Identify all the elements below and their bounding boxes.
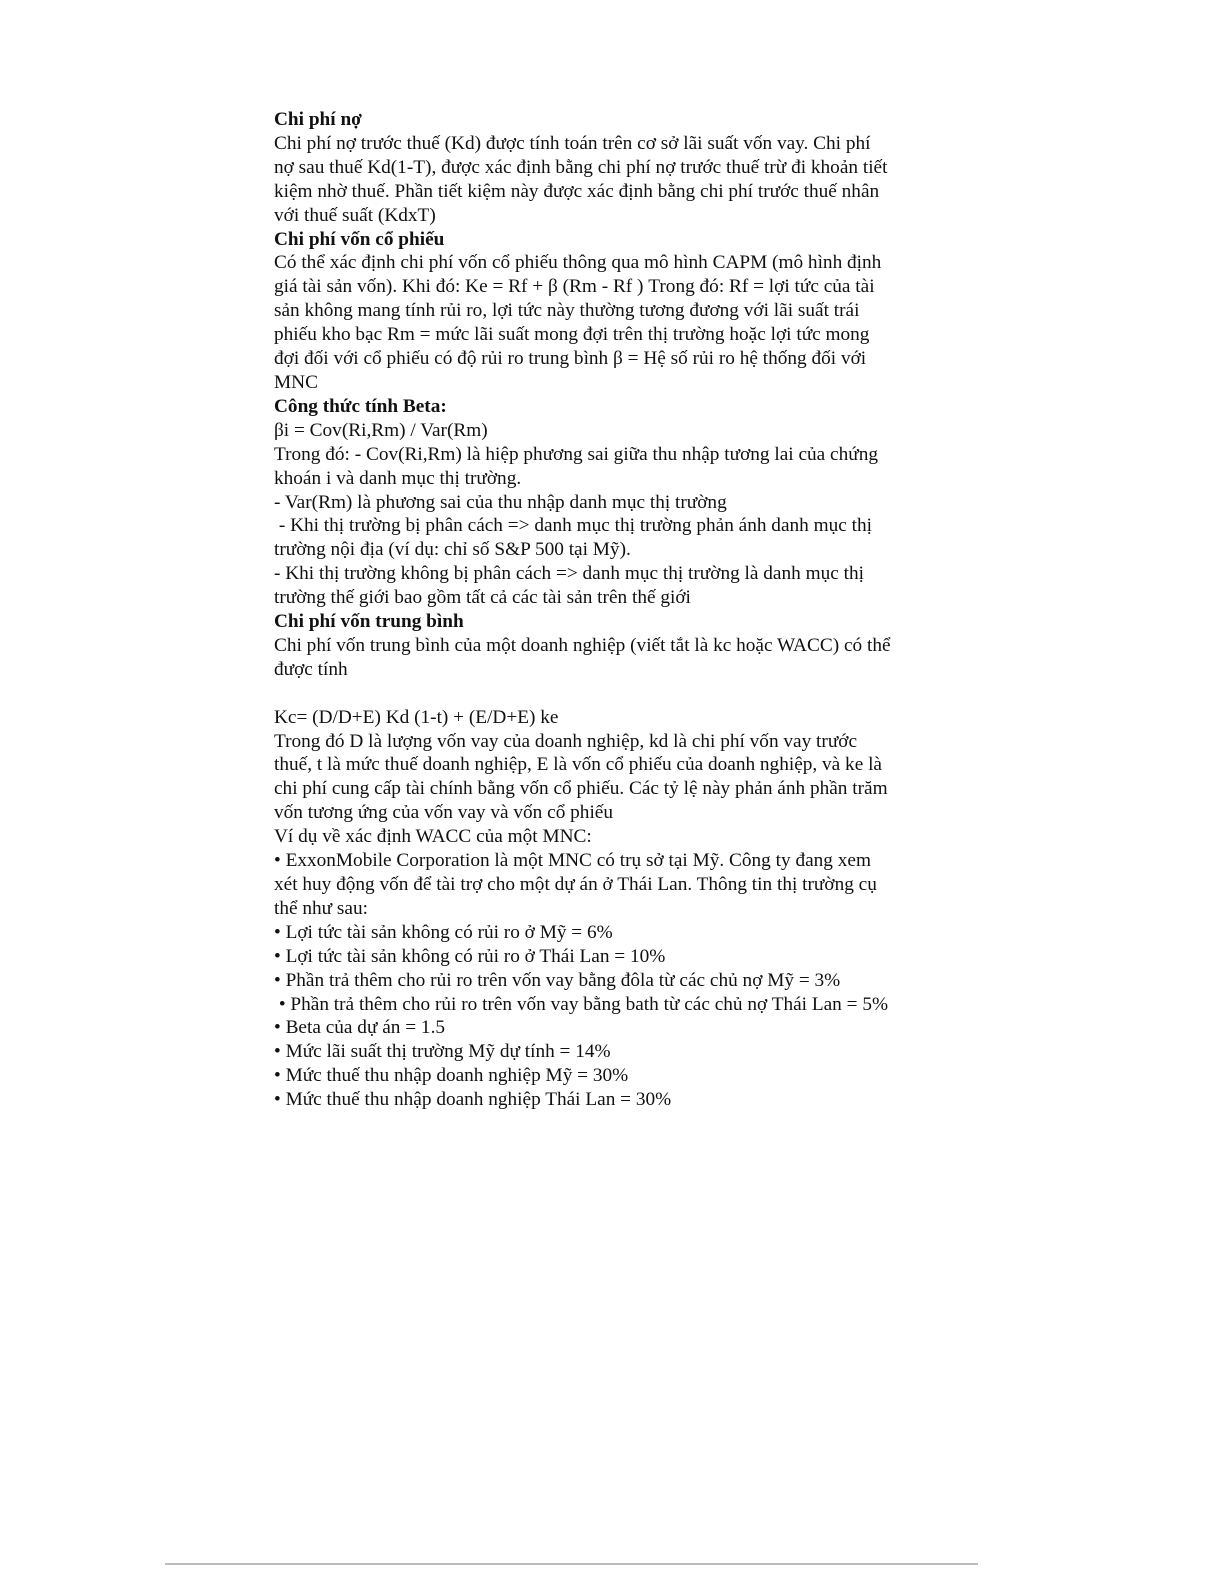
text-line: • Lợi tức tài sản không có rủi ro ở Thái Lan = 10% [274, 945, 666, 967]
text-line: Có thể xác định chi phí vốn cổ phiếu thông qua mô hình CAPM (mô hình định [274, 252, 882, 274]
text-line: khoán i và danh mục thị trường. [274, 467, 522, 489]
page-divider [165, 1563, 978, 1565]
text-line: - Var(Rm) là phương sai của thu nhập danh mục thị trường [274, 491, 727, 513]
section-heading: Công thức tính Beta: [274, 395, 447, 417]
text-line: trường thế giới bao gồm tất cả các tài sản trên thế giới [274, 587, 691, 609]
text-line: vốn tương ứng của vốn vay và vốn cổ phiếu [274, 802, 613, 824]
text-line: nợ sau thuế Kd(1-T), được xác định bằng chi phí nợ trước thuế trừ đi khoản tiết [274, 156, 888, 178]
text-line: - Khi thị trường bị phân cách => danh mục thị trường phản ánh danh mục thị [274, 515, 872, 537]
text-line: được tính [274, 658, 348, 680]
text-line: giá tài sản vốn). Khi đó: Ke = Rf + β (Rm - Rf ) Trong đó: Rf = lợi tức của tài [274, 276, 875, 298]
text-line: • Mức thuế thu nhập doanh nghiệp Thái Lan = 30% [274, 1089, 672, 1111]
text-line: Chi phí nợ trước thuế (Kd) được tính toán trên cơ sở lãi suất vốn vay. Chi phí [274, 132, 871, 154]
text-line: thuế, t là mức thuế doanh nghiệp, E là vốn cổ phiếu của doanh nghiệp, và ke là [274, 754, 882, 776]
section-heading: Chi phí vốn trung bình [274, 611, 464, 633]
text-line: với thuế suất (KdxT) [274, 204, 436, 226]
text-line: • Mức lãi suất thị trường Mỹ dự tính = 14% [274, 1041, 611, 1063]
blank-line [274, 682, 974, 706]
text-line: • Beta của dự án = 1.5 [274, 1017, 446, 1039]
text-line: • Mức thuế thu nhập doanh nghiệp Mỹ = 30% [274, 1065, 629, 1087]
text-line: MNC [274, 371, 318, 393]
text-line: Trong đó D là lượng vốn vay của doanh nghiệp, kd là chi phí vốn vay trước [274, 730, 858, 752]
text-line: • Phần trả thêm cho rủi ro trên vốn vay bằng đôla từ các chủ nợ Mỹ = 3% [274, 969, 841, 991]
text-line: - Khi thị trường không bị phân cách => danh mục thị trường là danh mục thị [274, 563, 864, 585]
text-line: • Phần trả thêm cho rủi ro trên vốn vay bằng bath từ các chủ nợ Thái Lan = 5% [274, 993, 889, 1015]
text-line: Ví dụ về xác định WACC của một MNC: [274, 826, 592, 848]
text-line: Kc= (D/D+E) Kd (1-t) + (E/D+E) ke [274, 706, 559, 728]
text-line: • Lợi tức tài sản không có rủi ro ở Mỹ = 6% [274, 921, 613, 943]
text-line: xét huy động vốn để tài trợ cho một dự án ở Thái Lan. Thông tin thị trường cụ [274, 873, 877, 895]
text-line: βi = Cov(Ri,Rm) / Var(Rm) [274, 419, 488, 441]
text-line: kiệm nhờ thuế. Phần tiết kiệm này được xác định bằng chi phí trước thuế nhân [274, 180, 880, 202]
text-line: chi phí cung cấp tài chính bằng vốn cổ phiếu. Các tỷ lệ này phản ánh phần trăm [274, 778, 888, 800]
text-line: Chi phí vốn trung bình của một doanh nghiệp (viết tắt là kc hoặc WACC) có thể [274, 634, 891, 656]
text-line: trường nội địa (ví dụ: chỉ số S&P 500 tại Mỹ). [274, 539, 631, 561]
text-line: phiếu kho bạc Rm = mức lãi suất mong đợi trên thị trường hoặc lợi tức mong [274, 324, 870, 346]
text-line: sản không mang tính rủi ro, lợi tức này thường tương đương với lãi suất trái [274, 300, 860, 322]
text-line: đợi đối với cổ phiếu có độ rủi ro trung bình β = Hệ số rủi ro hệ thống đối với [274, 348, 867, 370]
text-line: Trong đó: - Cov(Ri,Rm) là hiệp phương sai giữa thu nhập tương lai của chứng [274, 443, 878, 465]
section-heading: Chi phí nợ [274, 109, 362, 130]
text-line: • ExxonMobile Corporation là một MNC có trụ sở tại Mỹ. Công ty đang xem [274, 850, 871, 872]
section-heading: Chi phí vốn cổ phiếu [274, 228, 445, 250]
document-body [274, 108, 974, 1112]
text-line: thể như sau: [274, 897, 368, 919]
